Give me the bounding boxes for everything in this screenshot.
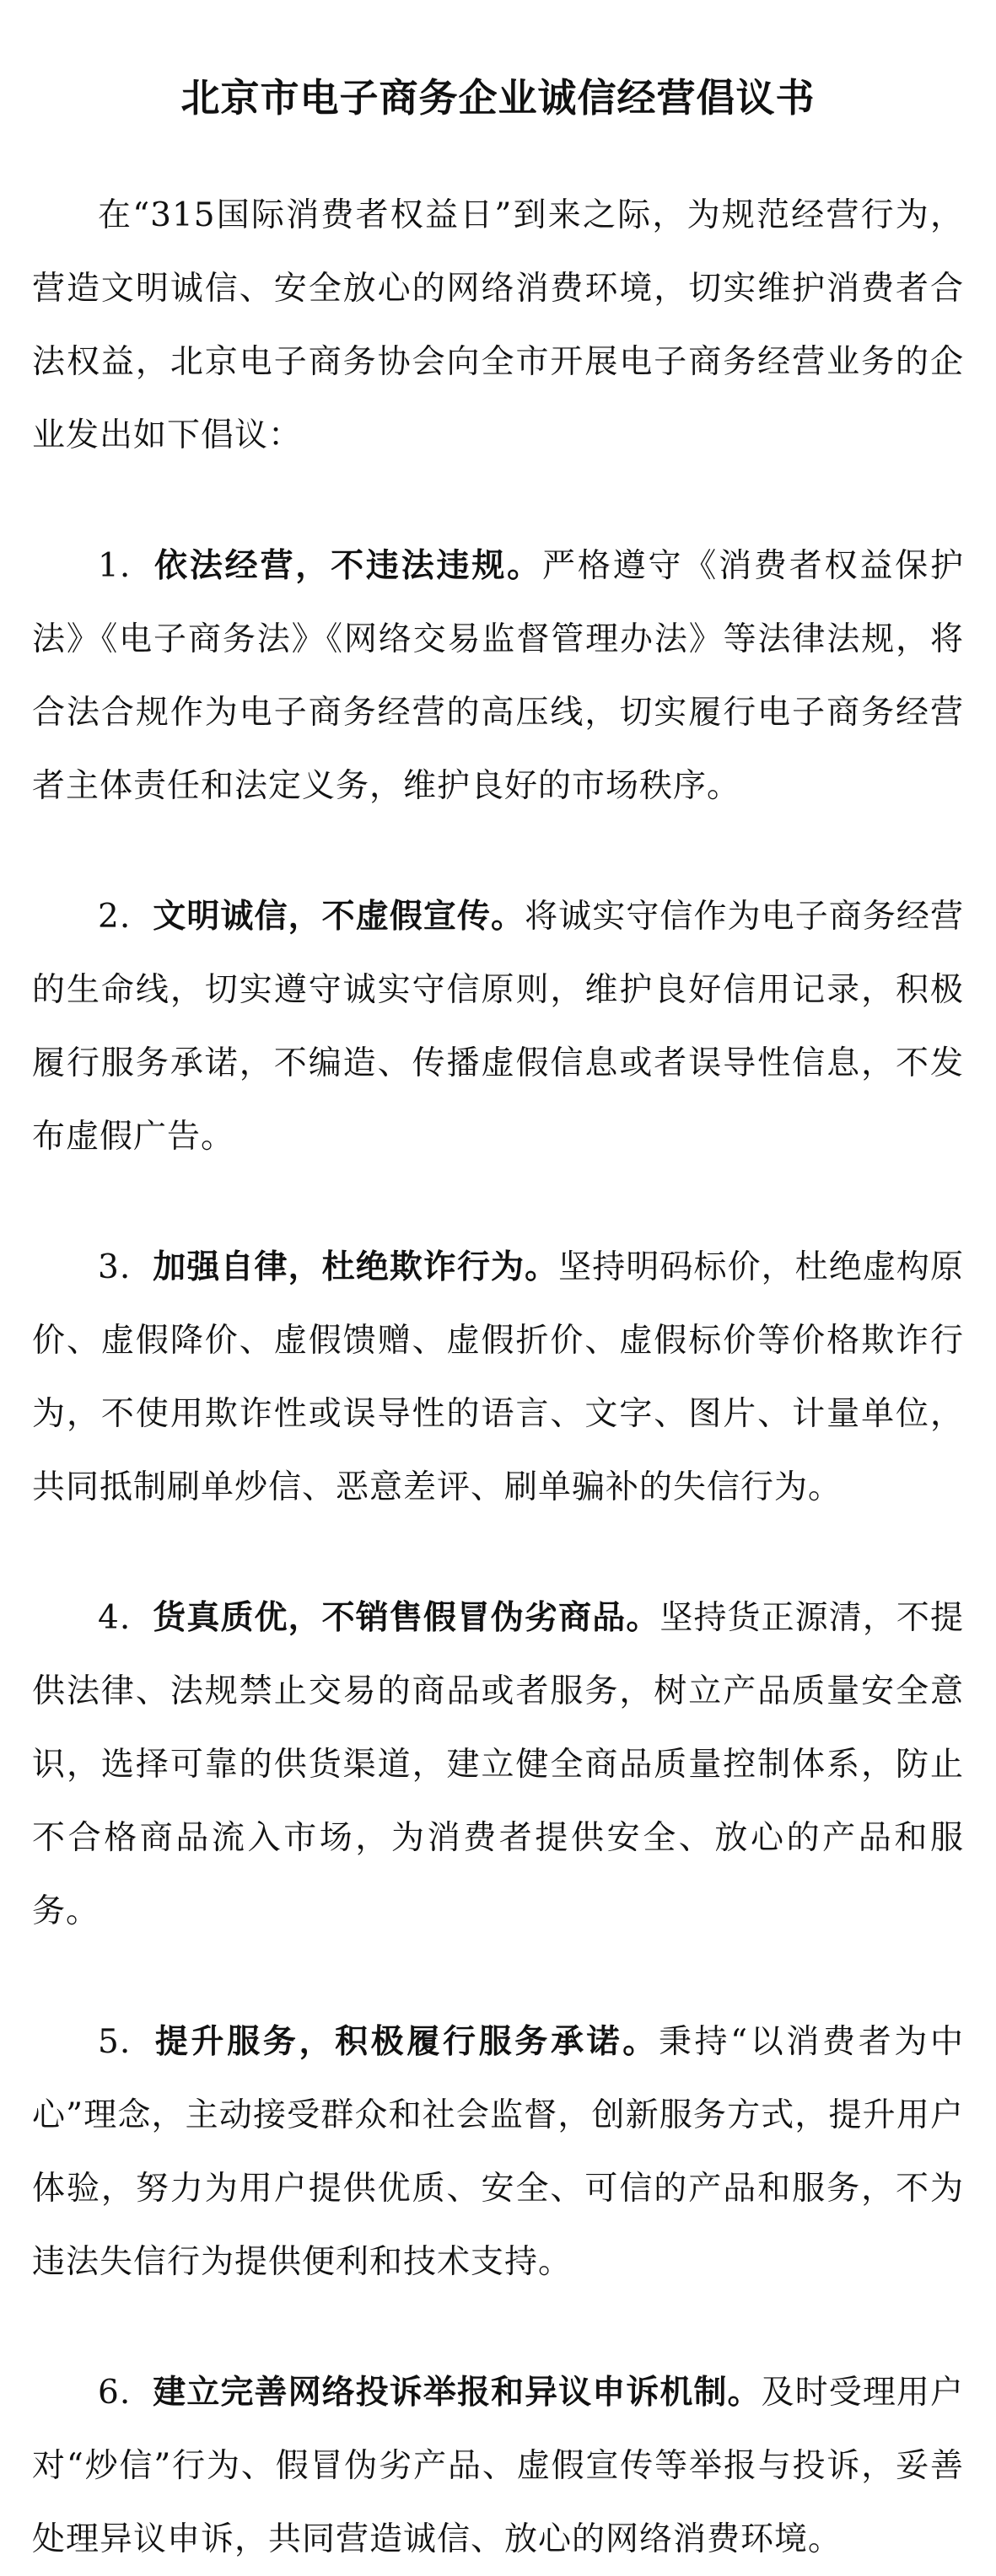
item-lead: 依法经营，不违法违规。 bbox=[153, 546, 543, 585]
proposal-item-3 bbox=[32, 1231, 964, 1524]
item-number: 3. bbox=[98, 1248, 132, 1286]
item-text: 坚持货正源清，不提供法律、法规禁止交易的商品或者服务，树立产品质量安全意识，选择可靠的供货渠道，建立健全商品质量控制体系，防止不合格商品流入市场，为消费者提供安全、放心的产品和服务。 bbox=[32, 1599, 964, 1930]
item-lead: 提升服务，积极履行服务承诺。 bbox=[153, 2022, 659, 2061]
item-lead: 建立完善网络投诉举报和异议申诉机制。 bbox=[153, 2373, 762, 2412]
proposal-item-4 bbox=[32, 1581, 964, 1948]
item-number: 2. bbox=[98, 898, 132, 936]
intro-paragraph: 在“315国际消费者权益日”到来之际，为规范经营行为，营造文明诚信、安全放心的网络消费环境，切实维护消费者合法权益，北京电子商务协会向全市开展电子商务经营业务的企业发出如下倡议： bbox=[32, 196, 964, 454]
proposal-item-5 bbox=[32, 2005, 964, 2299]
proposal-item-2 bbox=[32, 880, 964, 1173]
item-number: 6. bbox=[98, 2374, 132, 2412]
proposal-item-1 bbox=[32, 529, 964, 823]
item-number: 1. bbox=[98, 547, 132, 585]
item-number: 4. bbox=[98, 1599, 132, 1637]
item-text: 秉持“以消费者为中心”理念，主动接受群众和社会监督，创新服务方式，提升用户体验，努力为用户提供优质、安全、可信的产品和服务，不为违法失信行为提供便利和技术支持。 bbox=[32, 2023, 964, 2281]
item-number: 5. bbox=[98, 2023, 132, 2061]
item-lead: 文明诚信，不虚假宣传。 bbox=[153, 897, 525, 936]
document-title: 北京市电子商务企业诚信经营倡议书 bbox=[180, 75, 816, 121]
item-lead: 货真质优，不销售假冒伪劣商品。 bbox=[153, 1598, 660, 1637]
item-lead: 加强自律，杜绝欺诈行为。 bbox=[153, 1248, 559, 1286]
item-text: 将诚实守信作为电子商务经营的生命线，切实遵守诚实守信原则，维护良好信用记录，积极履行服务承诺，不编造、传播虚假信息或者误导性信息，不发布虚假广告。 bbox=[32, 898, 964, 1156]
item-text: 严格遵守《消费者权益保护法》《电子商务法》《网络交易监督管理办法》等法律法规，将合法合规作为电子商务经营的高压线，切实履行电子商务经营者主体责任和法定义务，维护良好的市场秩序。 bbox=[32, 547, 964, 805]
item-text: 及时受理用户对“炒信”行为、假冒伪劣产品、虚假宣传等举报与投诉，妥善处理异议申诉，共同营造诚信、放心的网络消费环境。 bbox=[32, 2374, 964, 2558]
proposal-item-6 bbox=[32, 2356, 964, 2576]
item-text: 坚持明码标价，杜绝虚构原价、虚假降价、虚假馈赠、虚假折价、虚假标价等价格欺诈行为，不使用欺诈性或误导性的语言、文字、图片、计量单位，共同抵制刷单炒信、恶意差评、刷单骗补的失信行为。 bbox=[32, 1248, 964, 1506]
